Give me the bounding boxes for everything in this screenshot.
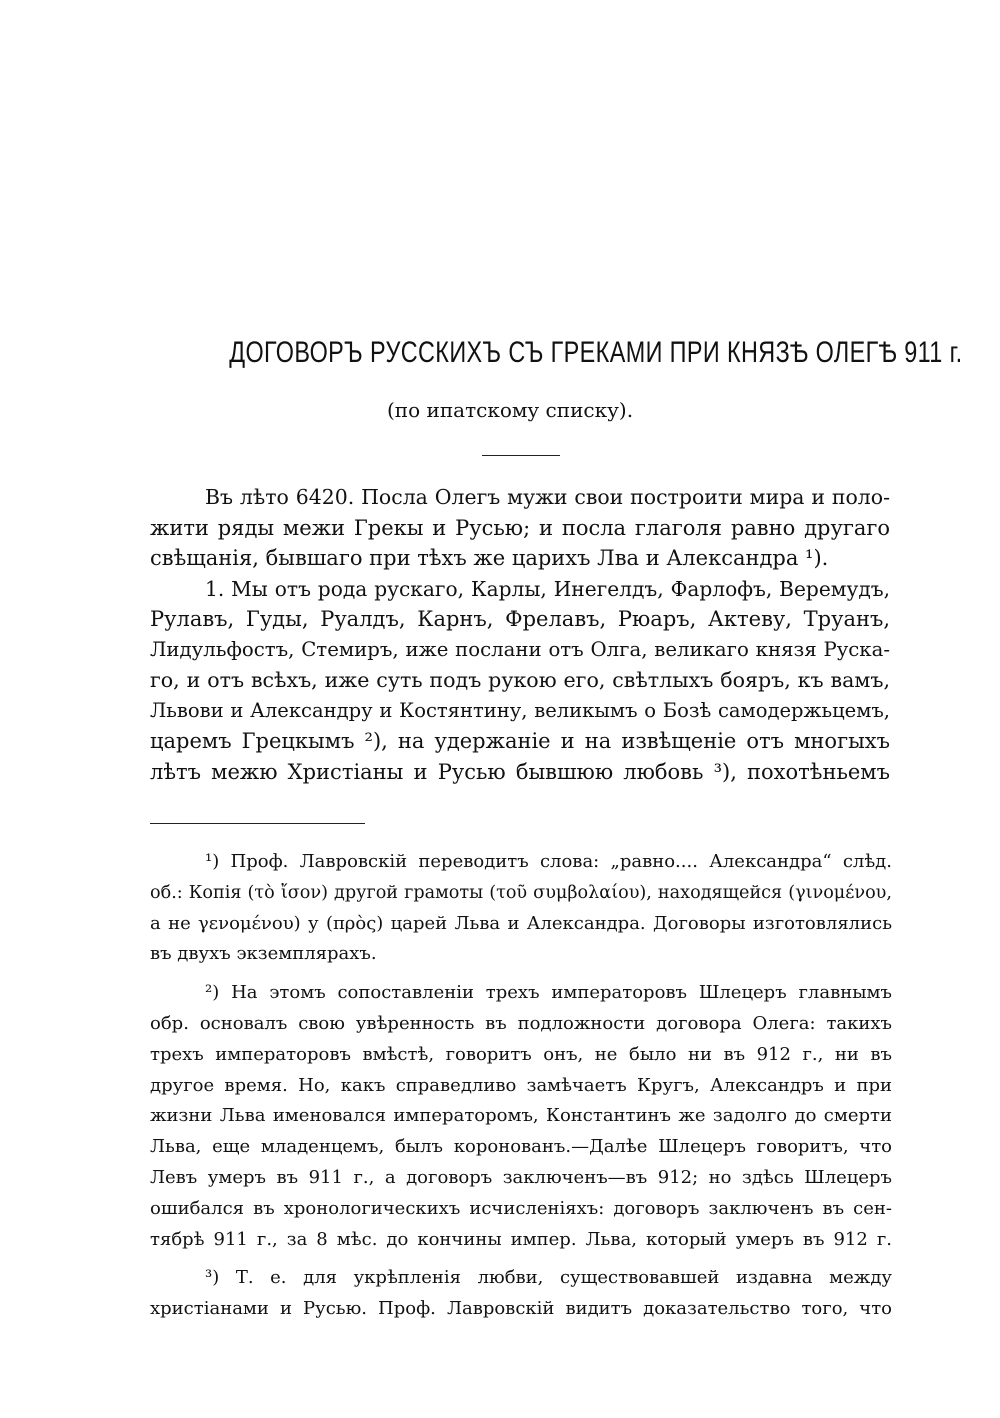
footnote-line: жизни Льва именовался императоромъ, Константинъ же задолго до смерти bbox=[150, 1105, 892, 1127]
footnote-2 bbox=[150, 978, 892, 1255]
body-line: свѣщанія, бывшаго при тѣхъ же царихъ Лва и Александра ¹). bbox=[150, 546, 829, 570]
footnote-gap bbox=[150, 970, 892, 978]
footnote-line: а не γενομένου) у (πρὸς) царей Льва и Александра. Договоры изготовлялись bbox=[150, 912, 892, 934]
footnote-line: Левъ умеръ въ 911 г., а договоръ заключенъ—въ 912; но здѣсь Шлецеръ bbox=[150, 1166, 892, 1188]
body-line: го, и отъ всѣхъ, иже суть подъ рукою его, свѣтлыхъ бояръ, къ вамъ, bbox=[150, 668, 890, 692]
footnote-divider bbox=[150, 823, 365, 824]
footnote-line: трехъ императоровъ вмѣстѣ, говоритъ онъ, не было ни въ 912 г., ни въ bbox=[150, 1043, 892, 1065]
footnote-line: христіанами и Русью. Проф. Лавровскій видитъ доказательство того, что bbox=[150, 1298, 892, 1320]
footnote-line: въ двухъ экземплярахъ. bbox=[150, 943, 377, 965]
body-line: Лидульфостъ, Стемиръ, иже послани отъ Олга, великаго князя Руска- bbox=[150, 637, 890, 661]
page-title: ДОГОВОРЪ РУССКИХЪ СЪ ГРЕКАМИ ПРИ КНЯЗѢ ОЛЕГѢ 911 г. bbox=[229, 336, 963, 369]
main-text bbox=[150, 482, 890, 787]
footnote-line: Льва, еще младенцемъ, былъ коронованъ.—Далѣе Шлецеръ говоритъ, что bbox=[150, 1136, 892, 1158]
footnote-line: тябрѣ 911 г., за 8 мѣс. до кончины импер. Льва, который умеръ въ 912 г. bbox=[150, 1228, 892, 1250]
footnote-line: обр. основалъ свою увѣренность въ подложности договора Олега: такихъ bbox=[150, 1012, 892, 1034]
body-line: Львови и Александру и Костянтину, великымъ о Бозѣ самодержьцемъ, bbox=[150, 698, 890, 722]
footnote-line: ошибался въ хронологическихъ исчисленіяхъ: договоръ заключенъ въ сен- bbox=[150, 1197, 892, 1219]
body-line: жити ряды межи Грекы и Русью; и посла глаголя равно другаго bbox=[150, 515, 890, 540]
body-line: 1. Мы отъ рода рускаго, Карлы, Инегелдъ, Фарлофъ, Веремудъ, bbox=[205, 576, 890, 601]
body-line: царемъ Грецкымъ ²), на удержаніе и на извѣщеніе отъ многыхъ bbox=[150, 729, 890, 753]
footnote-line: другое время. Но, какъ справедливо замѣчаетъ Кругъ, Александръ и при bbox=[150, 1074, 892, 1096]
page-subtitle: (по ипатскому списку). bbox=[386, 398, 634, 422]
body-line: лѣтъ межю Христіаны и Русью бывшюю любовь ³), похотѣньемъ bbox=[150, 759, 890, 784]
footnote-line: ²) На этомъ сопоставленіи трехъ императоровъ Шлецеръ главнымъ bbox=[205, 982, 892, 1004]
body-line: Въ лѣто 6420. Посла Олегъ мужи свои построити мира и поло- bbox=[205, 485, 890, 509]
footnotes bbox=[150, 847, 892, 1325]
footnote-line: об.: Копія (τὸ ἴσον) другой грамоты (τοῦ συμβολαίου), находящейся (γινομένου, bbox=[150, 882, 892, 903]
footnote-1 bbox=[150, 847, 892, 970]
footnote-3 bbox=[150, 1263, 892, 1325]
body-line: Рулавъ, Гуды, Руалдъ, Карнъ, Фрелавъ, Рюаръ, Актеву, Труанъ, bbox=[150, 607, 890, 631]
title-divider bbox=[482, 455, 560, 456]
footnote-line: ³) Т. е. для укрѣпленія любви, существовавшей издавна между bbox=[205, 1267, 892, 1289]
footnote-line: ¹) Проф. Лавровскій переводитъ слова: „равно.... Александра“ слѣд. bbox=[205, 851, 892, 872]
footnote-gap bbox=[150, 1255, 892, 1263]
